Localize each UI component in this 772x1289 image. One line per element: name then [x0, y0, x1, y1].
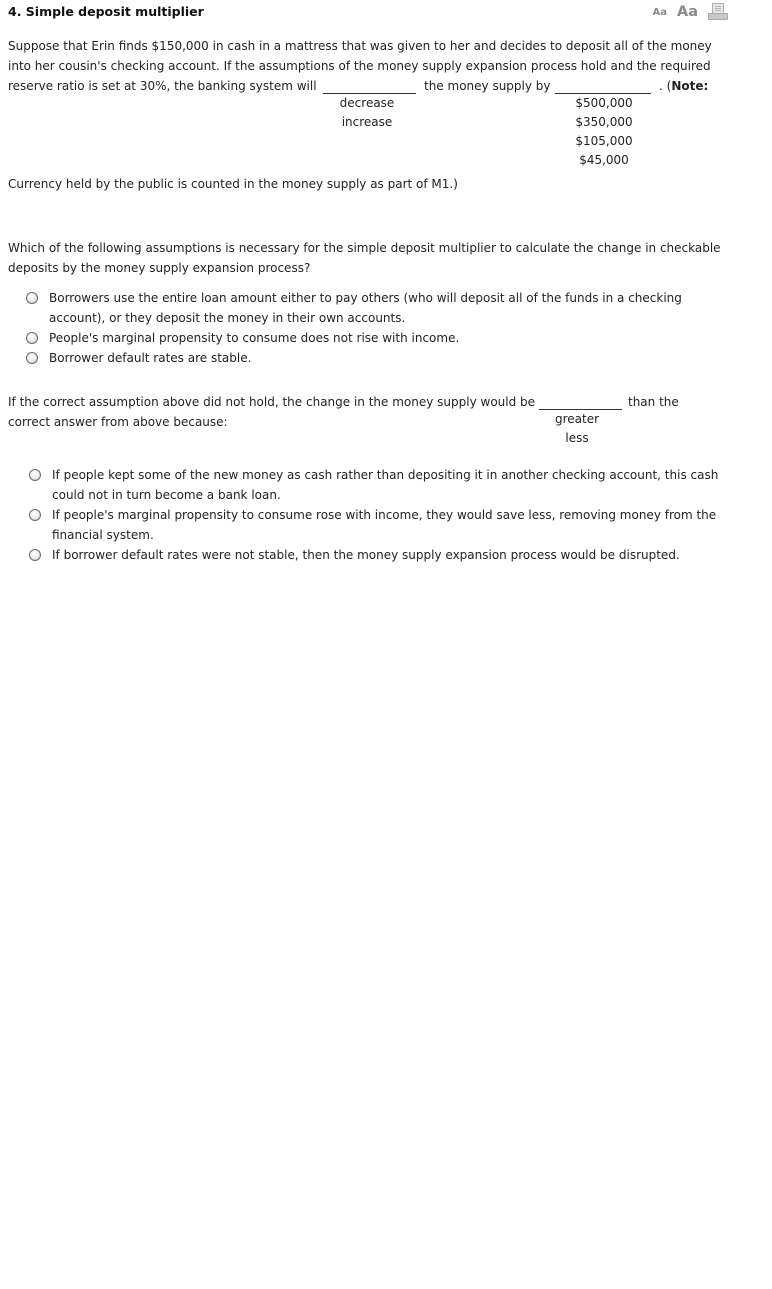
toolbar — [652, 3, 728, 21]
q3-text-line-1b: than the — [628, 395, 679, 409]
q1-dropdown-2-option-105000[interactable]: $105,000 — [575, 134, 633, 148]
q3-choice-1-line-1[interactable]: If people kept some of the new money as cash rather than depositing it in another checking account, this cash — [52, 468, 719, 482]
q3-choice-3-radio[interactable] — [29, 549, 41, 561]
q2-choice-1-line-1[interactable]: Borrowers use the entire loan amount either to pay others (who will deposit all of the funds in a checking — [49, 291, 682, 305]
q3-choice-3-text[interactable]: If borrower default rates were not stable, then the money supply expansion process would be disrupted. — [52, 548, 680, 562]
q3-dropdown-option-greater[interactable]: greater — [554, 412, 600, 426]
q3-dropdown-blank[interactable] — [539, 409, 622, 410]
decrease-font-button[interactable]: Aa — [652, 7, 667, 18]
q2-choice-1-line-2[interactable]: account), or they deposit the money in their own accounts. — [49, 311, 406, 325]
q1-dropdown-1-option-increase[interactable]: increase — [341, 115, 393, 129]
q1-note-prefix: . ( — [659, 79, 672, 93]
q1-note-bold: Note: — [671, 79, 709, 93]
q2-choice-2-radio[interactable] — [26, 332, 38, 344]
q3-choice-2-radio[interactable] — [29, 509, 41, 521]
q3-dropdown-option-less[interactable]: less — [565, 431, 589, 445]
q1-dropdown-2-blank[interactable] — [555, 93, 651, 94]
q2-choice-3-text[interactable]: Borrower default rates are stable. — [49, 351, 252, 365]
q1-text-line-3a: reserve ratio is set at 30%, the banking system will — [8, 79, 317, 93]
q3-choice-1-line-2[interactable]: could not in turn become a bank loan. — [52, 488, 281, 502]
q1-text-line-2: into her cousin's checking account. If the assumptions of the money supply expansion process hold and the required — [8, 59, 711, 73]
q1-text-line-3b: the money supply by — [424, 79, 551, 93]
print-icon[interactable] — [708, 3, 728, 21]
increase-font-button[interactable]: Aa — [676, 4, 698, 20]
print-base-shape — [708, 13, 728, 20]
q1-dropdown-1-option-decrease[interactable]: decrease — [339, 96, 395, 110]
q3-text-line-2: correct answer from above because: — [8, 415, 228, 429]
q3-choice-2-line-1[interactable]: If people's marginal propensity to consume rose with income, they would save less, removing money from the — [52, 508, 717, 522]
q1-dropdown-2-option-350000[interactable]: $350,000 — [575, 115, 633, 129]
q1-note-text: Currency held by the public is counted in the money supply as part of M1.) — [8, 177, 458, 191]
q2-choice-2-text[interactable]: People's marginal propensity to consume does not rise with income. — [49, 331, 460, 345]
q2-choice-1-radio[interactable] — [26, 292, 38, 304]
q1-dropdown-2-option-500000[interactable]: $500,000 — [575, 96, 633, 110]
q1-dropdown-1-blank[interactable] — [323, 93, 416, 94]
q1-text-line-1: Suppose that Erin finds $150,000 in cash in a mattress that was given to her and decides to deposit all of the money — [8, 39, 712, 53]
q2-choice-3-radio[interactable] — [26, 352, 38, 364]
q3-choice-1-radio[interactable] — [29, 469, 41, 481]
question-title: 4. Simple deposit multiplier — [8, 4, 204, 19]
q3-text-line-1a: If the correct assumption above did not hold, the change in the money supply would be — [8, 395, 536, 409]
q1-note-label — [659, 76, 708, 96]
q2-prompt-line-2: deposits by the money supply expansion process? — [8, 261, 311, 275]
q2-prompt-line-1: Which of the following assumptions is necessary for the simple deposit multiplier to calculate the change in checkable — [8, 241, 721, 255]
q1-dropdown-2-option-45000[interactable]: $45,000 — [579, 153, 629, 167]
q3-choice-2-line-2[interactable]: financial system. — [52, 528, 154, 542]
